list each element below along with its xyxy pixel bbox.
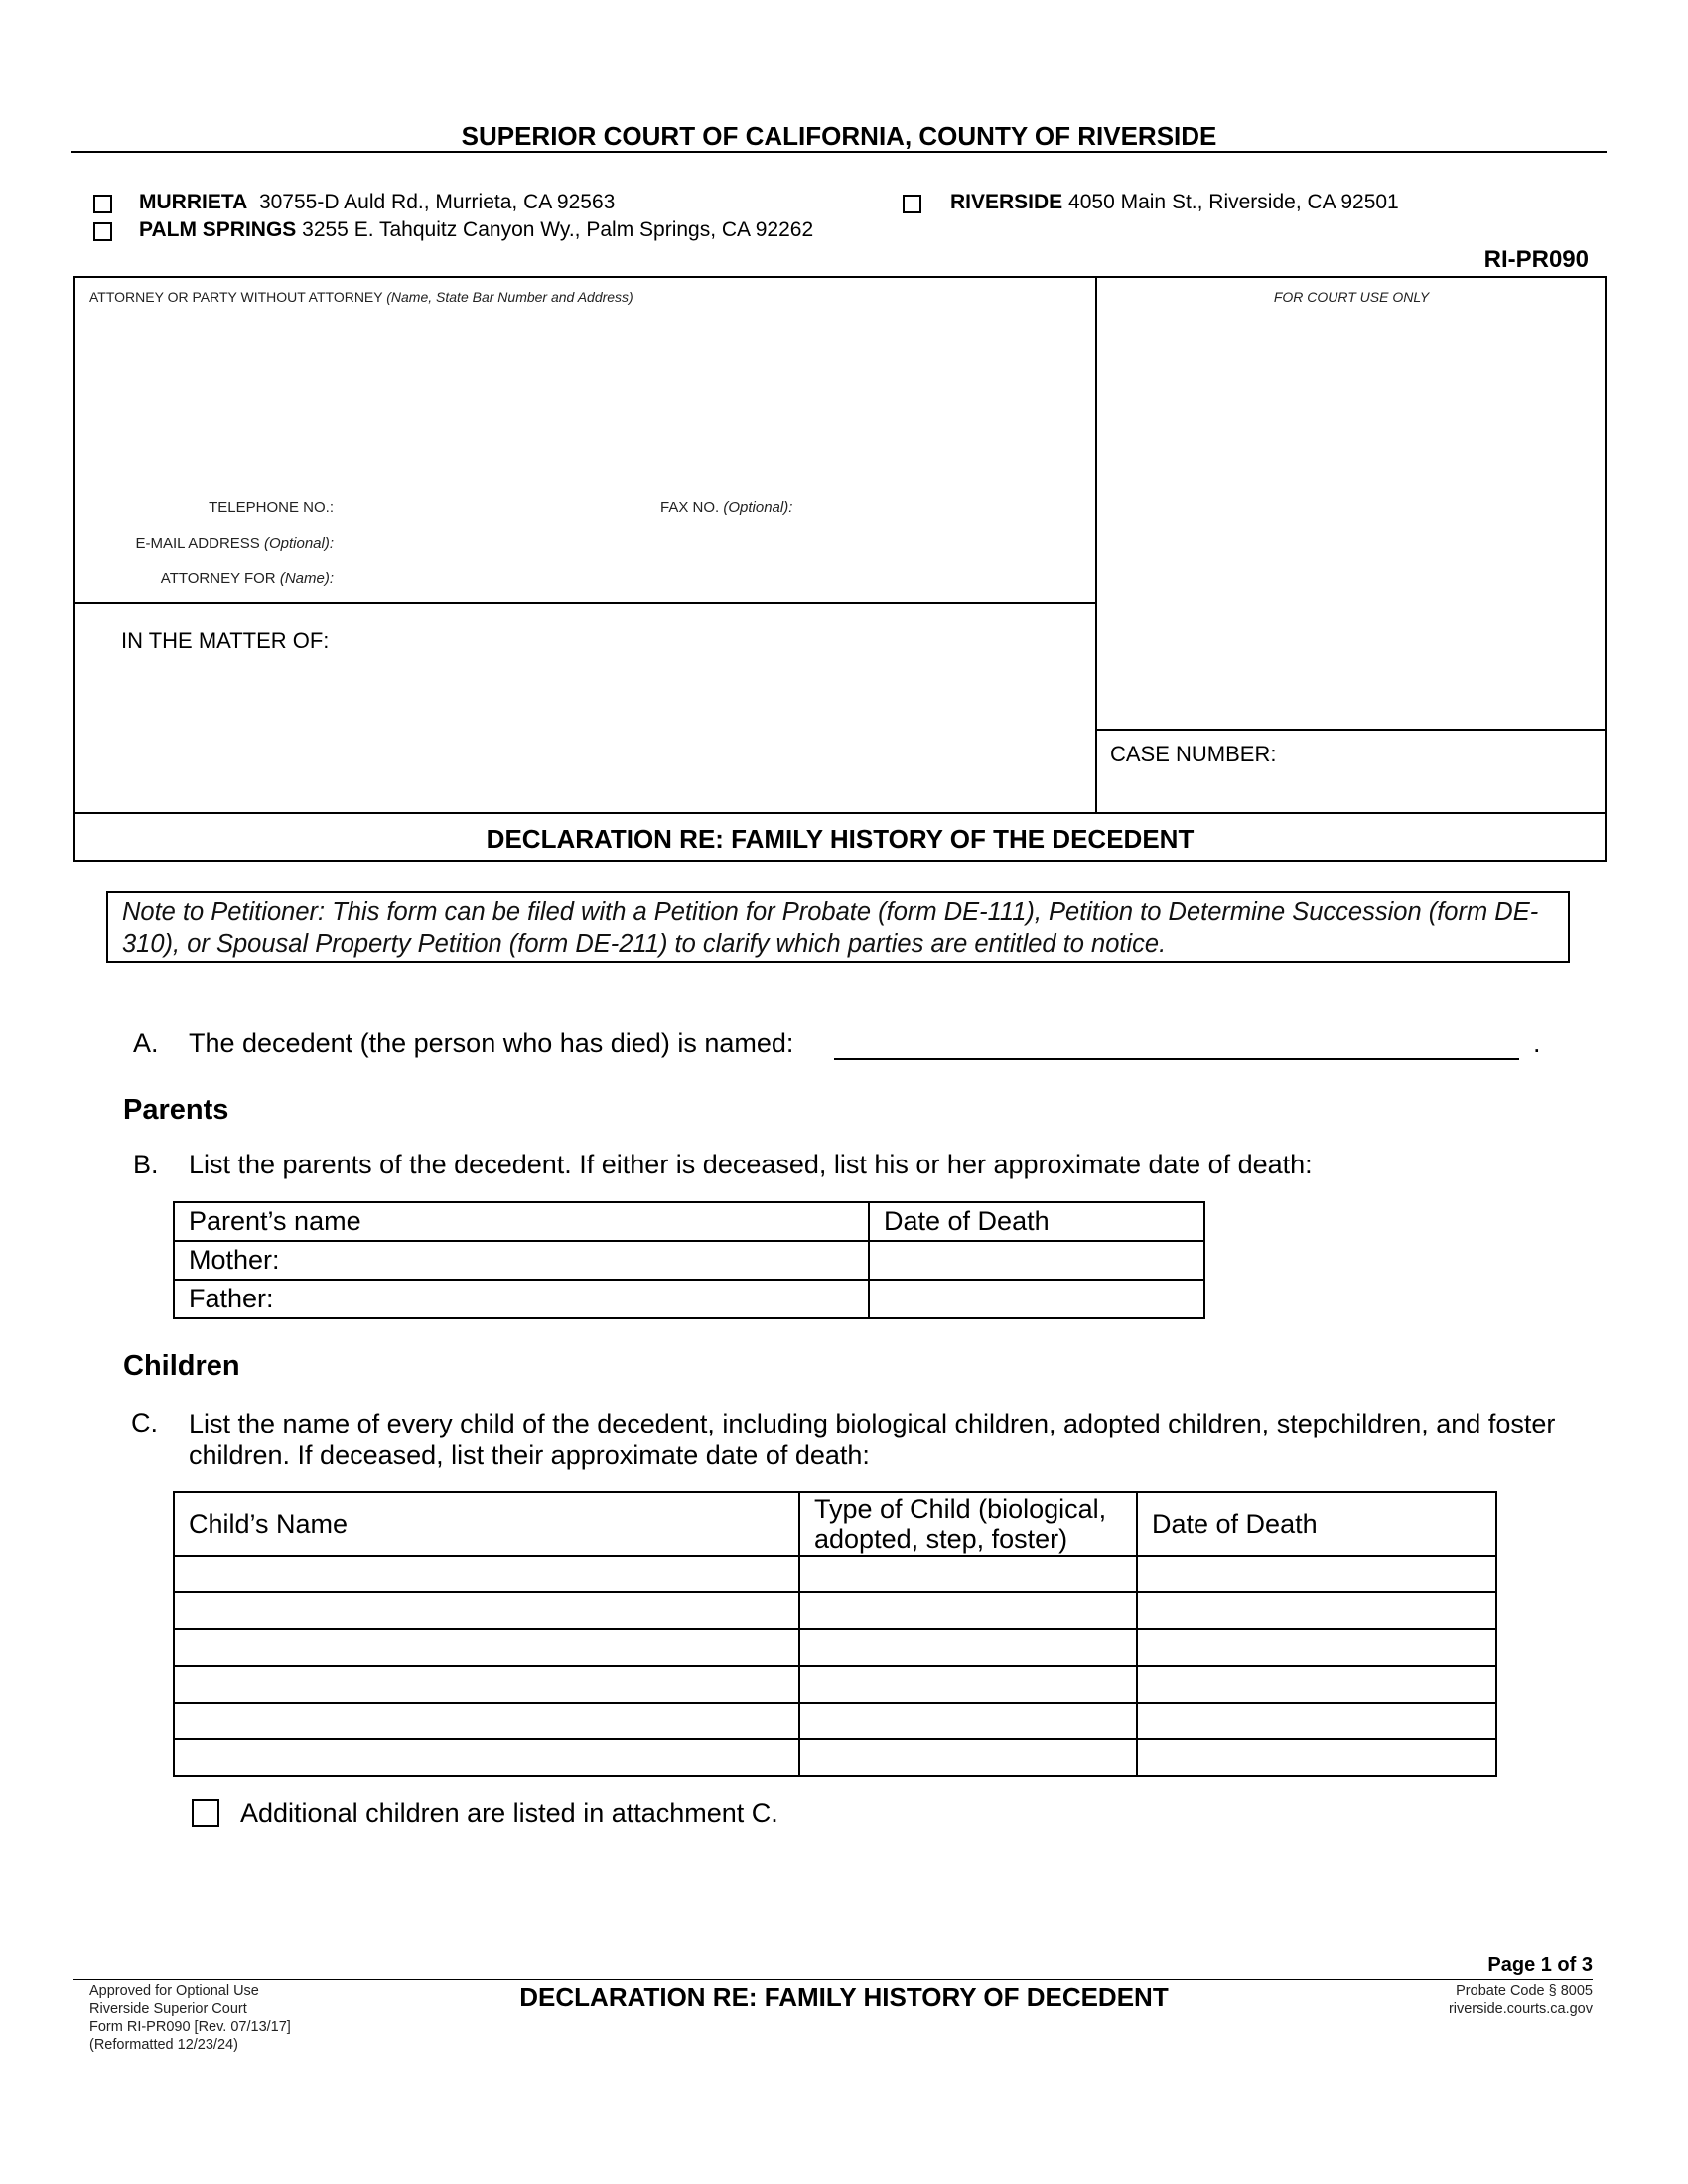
case-number-divider bbox=[1095, 729, 1607, 731]
form-id: RI-PR090 bbox=[1483, 246, 1589, 273]
footer-right: Probate Code § 8005 riverside.courts.ca.gov bbox=[1448, 1983, 1593, 2017]
murrieta-checkbox[interactable] bbox=[93, 195, 112, 213]
parents-heading: Parents bbox=[123, 1094, 229, 1126]
item-c-letter: C. bbox=[131, 1408, 158, 1437]
table-row bbox=[174, 1703, 1496, 1739]
item-b-letter: B. bbox=[133, 1150, 159, 1179]
form-title: DECLARATION RE: FAMILY HISTORY OF THE DECEDENT bbox=[486, 824, 1195, 854]
matter-label: IN THE MATTER OF: bbox=[121, 628, 330, 653]
case-number-label: CASE NUMBER: bbox=[1110, 742, 1277, 766]
table-row bbox=[174, 1492, 1496, 1556]
page-number: Page 1 of 3 bbox=[1487, 1954, 1593, 1976]
child-type-cell[interactable] bbox=[799, 1666, 1137, 1703]
location-palm-springs: PALM SPRINGS 3255 E. Tahquitz Canyon Wy., Palm Springs, CA 92262 bbox=[139, 218, 814, 241]
child-date-cell[interactable] bbox=[1137, 1666, 1496, 1703]
decedent-name-input[interactable] bbox=[834, 1021, 1519, 1060]
children-table bbox=[173, 1491, 1497, 1777]
case-number-input[interactable] bbox=[1281, 737, 1589, 766]
attorney-heading: ATTORNEY OR PARTY WITHOUT ATTORNEY (Name, State Bar Number and Address) bbox=[89, 289, 633, 305]
item-a-letter: A. bbox=[133, 1028, 159, 1058]
additional-children-checkbox[interactable] bbox=[192, 1799, 219, 1827]
footer-title: DECLARATION RE: FAMILY HISTORY OF DECEDENT bbox=[519, 1982, 1169, 2012]
item-c-text: List the name of every child of the decedent, including biological children, adopted children, stepchildren, and foster children. If deceased, list their approximate date of death: bbox=[189, 1409, 1556, 1470]
location-murrieta: MURRIETA 30755-D Auld Rd., Murrieta, CA 92563 bbox=[139, 191, 616, 213]
child-name-cell[interactable] bbox=[174, 1592, 799, 1629]
child-date-header: Date of Death bbox=[1137, 1492, 1496, 1556]
table-row bbox=[174, 1280, 1204, 1318]
caption-box bbox=[73, 276, 1607, 862]
mother-name-cell[interactable]: Mother: bbox=[174, 1241, 869, 1280]
court-use-label: FOR COURT USE ONLY bbox=[1273, 289, 1430, 305]
child-date-cell[interactable] bbox=[1137, 1703, 1496, 1739]
item-a-period: . bbox=[1533, 1028, 1541, 1058]
child-type-cell[interactable] bbox=[799, 1556, 1137, 1592]
father-name-cell[interactable]: Father: bbox=[174, 1280, 869, 1318]
child-type-cell[interactable] bbox=[799, 1703, 1137, 1739]
child-type-cell[interactable] bbox=[799, 1739, 1137, 1776]
child-date-cell[interactable] bbox=[1137, 1592, 1496, 1629]
item-a-text: The decedent (the person who has died) is named: bbox=[189, 1028, 794, 1058]
parents-table bbox=[173, 1201, 1205, 1319]
fax-label: FAX NO. (Optional): bbox=[660, 499, 793, 516]
child-name-cell[interactable] bbox=[174, 1666, 799, 1703]
court-title: SUPERIOR COURT OF CALIFORNIA, COUNTY OF RIVERSIDE bbox=[461, 121, 1217, 151]
child-name-cell[interactable] bbox=[174, 1739, 799, 1776]
child-name-cell[interactable] bbox=[174, 1556, 799, 1592]
footer-rule bbox=[73, 1979, 1593, 1980]
father-date-cell[interactable] bbox=[869, 1280, 1204, 1318]
item-b-text: List the parents of the decedent. If either is deceased, list his or her approximate date of death: bbox=[189, 1150, 1313, 1179]
child-name-header: Child’s Name bbox=[174, 1492, 799, 1556]
note-to-petitioner: Note to Petitioner: This form can be filed with a Petition for Probate (form DE-111), Petition to Determine Succession (form DE-310), or Spousal Property Petition (form DE-211) to clarify which parties are entitled to notice. bbox=[106, 891, 1570, 963]
table-row bbox=[174, 1592, 1496, 1629]
matter-divider bbox=[73, 602, 1096, 604]
child-type-cell[interactable] bbox=[799, 1592, 1137, 1629]
child-date-cell[interactable] bbox=[1137, 1556, 1496, 1592]
parent-name-header: Parent’s name bbox=[174, 1202, 869, 1241]
riverside-checkbox[interactable] bbox=[903, 195, 921, 213]
children-heading: Children bbox=[123, 1350, 240, 1382]
table-row bbox=[174, 1666, 1496, 1703]
table-row bbox=[174, 1202, 1204, 1241]
title-divider bbox=[73, 812, 1607, 814]
attorney-for-label: ATTORNEY FOR (Name): bbox=[160, 570, 334, 587]
child-name-cell[interactable] bbox=[174, 1703, 799, 1739]
child-date-cell[interactable] bbox=[1137, 1629, 1496, 1666]
table-row bbox=[174, 1241, 1204, 1280]
location-riverside: RIVERSIDE 4050 Main St., Riverside, CA 92501 bbox=[950, 191, 1399, 213]
table-row bbox=[174, 1739, 1496, 1776]
telephone-input[interactable] bbox=[338, 496, 635, 518]
parent-date-header: Date of Death bbox=[869, 1202, 1204, 1241]
child-date-cell[interactable] bbox=[1137, 1739, 1496, 1776]
additional-children-label: Additional children are listed in attachment C. bbox=[240, 1798, 778, 1828]
mother-date-cell[interactable] bbox=[869, 1241, 1204, 1280]
caption-divider bbox=[1095, 276, 1097, 814]
child-type-cell[interactable] bbox=[799, 1629, 1137, 1666]
child-name-cell[interactable] bbox=[174, 1629, 799, 1666]
table-row bbox=[174, 1629, 1496, 1666]
table-row bbox=[174, 1556, 1496, 1592]
footer-left: Approved for Optional Use Riverside Superior Court Form RI-PR090 [Rev. 07/13/17] (Reformatted 12/23/24) bbox=[89, 1983, 291, 2053]
email-label: E-MAIL ADDRESS (Optional): bbox=[135, 535, 334, 552]
palm-springs-checkbox[interactable] bbox=[93, 222, 112, 241]
header-rule bbox=[71, 151, 1607, 153]
child-type-header: Type of Child (biological, adopted, step, foster) bbox=[799, 1492, 1137, 1556]
telephone-label: TELEPHONE NO.: bbox=[209, 499, 334, 516]
